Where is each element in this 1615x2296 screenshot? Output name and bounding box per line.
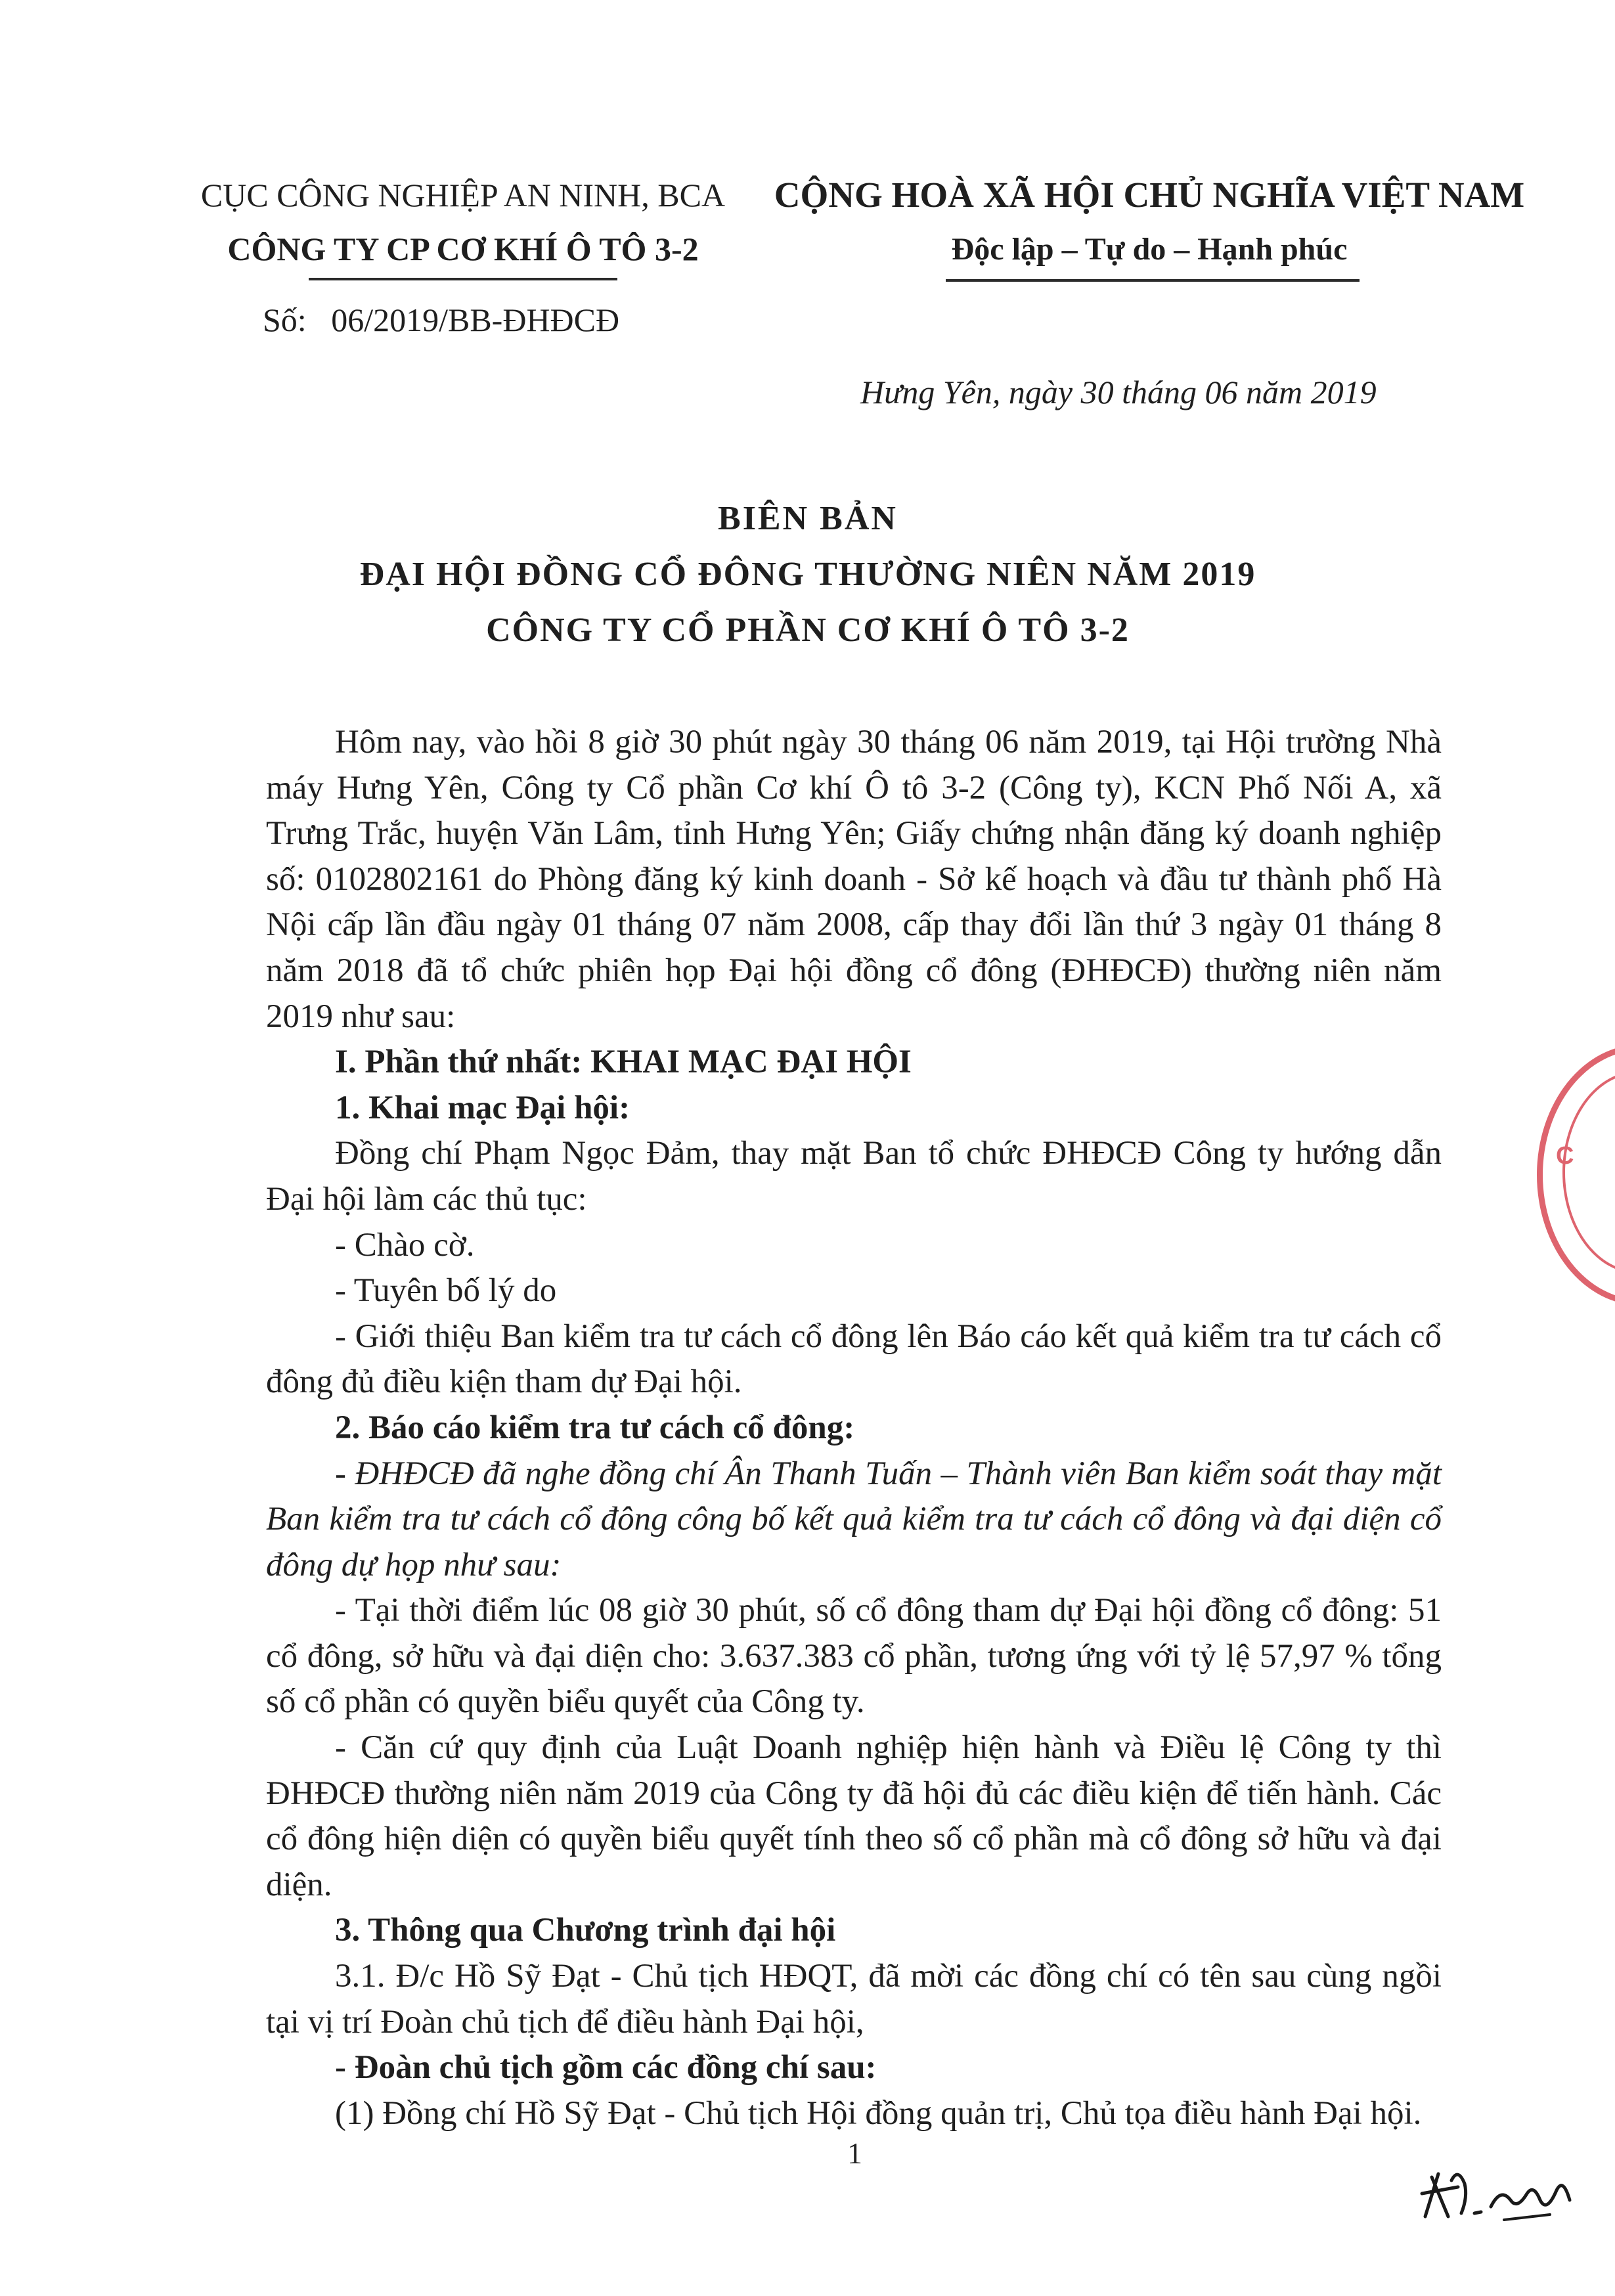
header-divider-left bbox=[309, 278, 617, 280]
place-and-date: Hưng Yên, ngày 30 tháng 06 năm 2019 bbox=[860, 374, 1377, 410]
document-subtitle: ĐẠI HỘI ĐỒNG CỔ ĐÔNG THƯỜNG NIÊN NĂM 2019 bbox=[359, 556, 1256, 593]
section3-1-text: 3.1. Đ/c Hồ Sỹ Đạt - Chủ tịch HĐQT, đã mời các đồng chí có tên sau cùng ngồi tại vị trí Đoàn chủ tịch để điều hành Đại hội, bbox=[266, 1958, 1442, 2041]
list-item: - Căn cứ quy định của Luật Doanh nghiệp hiện hành và Điều lệ Công ty thì ĐHĐCĐ thường niên năm 2019 của Công ty đã hội đủ các điều kiện để tiến hành. Các cổ đông hiện diện có quyền biểu quyết tính theo số cổ phần mà cổ đông sở hữu và đại diện. bbox=[266, 1729, 1442, 1903]
intro-paragraph: Hôm nay, vào hồi 8 giờ 30 phút ngày 30 tháng 06 năm 2019, tại Hội trường Nhà máy Hưng Yên, Công ty Cổ phần Cơ khí Ô tô 3-2 (Công ty), KCN Phố Nối A, xã Trưng Trắc, huyện Văn Lâm, tỉnh Hưng Yên; Giấy chứng nhận đăng ký doanh nghiệp số: 0102802161 do Phòng đăng ký kinh doanh - Sở kế hoạch và đầu tư thành phố Hà Nội cấp lần đầu ngày 01 tháng 07 năm 2008, cấp thay đổi lần thứ 3 ngày 01 tháng 8 năm 2018 đã tổ chức phiên họp Đại hội đồng cổ đông (ĐHĐCĐ) thường niên năm 2019 như sau: bbox=[266, 724, 1442, 1035]
list-item: - Tuyên bố lý do bbox=[335, 1272, 557, 1310]
national-motto: Độc lập – Tự do – Hạnh phúc bbox=[951, 232, 1348, 267]
section1-heading: 1. Khai mạc Đại hội: bbox=[335, 1089, 631, 1126]
document-title: BIÊN BẢN bbox=[718, 500, 898, 537]
part1-heading: I. Phần thứ nhất: KHAI MẠC ĐẠI HỘI bbox=[335, 1044, 912, 1081]
header-divider-right bbox=[946, 279, 1360, 282]
company-name: CÔNG TY CP CƠ KHÍ Ô TÔ 3-2 bbox=[227, 231, 699, 267]
company-seal-icon bbox=[1537, 1044, 1615, 1306]
agency-name: CỤC CÔNG NGHIỆP AN NINH, BCA bbox=[200, 177, 726, 213]
list-item: - Chào cờ. bbox=[335, 1226, 475, 1264]
document-body bbox=[266, 720, 1442, 2136]
section3-heading: 3. Thông qua Chương trình đại hội bbox=[335, 1912, 836, 1949]
presidium-heading: - Đoàn chủ tịch gồm các đồng chí sau: bbox=[335, 2049, 877, 2086]
document-company-title: CÔNG TY CỔ PHẦN CƠ KHÍ Ô TÔ 3-2 bbox=[486, 611, 1130, 649]
seal-inner-ring bbox=[1562, 1071, 1615, 1273]
country-name: CỘNG HOÀ XÃ HỘI CHỦ NGHĨA VIỆT NAM bbox=[774, 175, 1525, 215]
document-number: Số: 06/2019/BB-ĐHĐCĐ bbox=[263, 301, 620, 338]
page-number: 1 bbox=[847, 2136, 862, 2170]
section1-text: Đồng chí Phạm Ngọc Đảm, thay mặt Ban tổ chức ĐHĐCĐ Công ty hướng dẫn Đại hội làm các thủ tục: bbox=[266, 1135, 1442, 1218]
seal-letter: C bbox=[1556, 1142, 1574, 1170]
presidium-member: (1) Đồng chí Hồ Sỹ Đạt - Chủ tịch Hội đồng quản trị, Chủ tọa điều hành Đại hội. bbox=[335, 2094, 1422, 2132]
list-item: - Giới thiệu Ban kiểm tra tư cách cổ đông lên Báo cáo kết quả kiểm tra tư cách cổ đông đủ điều kiện tham dự Đại hội. bbox=[266, 1317, 1442, 1401]
list-item: - Tại thời điểm lúc 08 giờ 30 phút, số cổ đông tham dự Đại hội đồng cổ đông: 51 cổ đông, sở hữu và đại diện cho: 3.637.383 cổ phần, tương ứng với tỷ lệ 57,97 % tổng số cổ phần có quyền biểu quyết của Công ty. bbox=[266, 1592, 1442, 1721]
section2-italic-text: - ĐHĐCĐ đã nghe đồng chí Ân Thanh Tuấn – Thành viên Ban kiểm soát thay mặt Ban kiểm tra tư cách cổ đông công bố kết quả kiểm tra tư cách cổ đông và đại diện cổ đông dự họp như sau: bbox=[266, 1455, 1442, 1583]
signature-icon bbox=[1412, 2154, 1583, 2233]
section2-heading: 2. Báo cáo kiểm tra tư cách cổ đông: bbox=[335, 1409, 855, 1446]
